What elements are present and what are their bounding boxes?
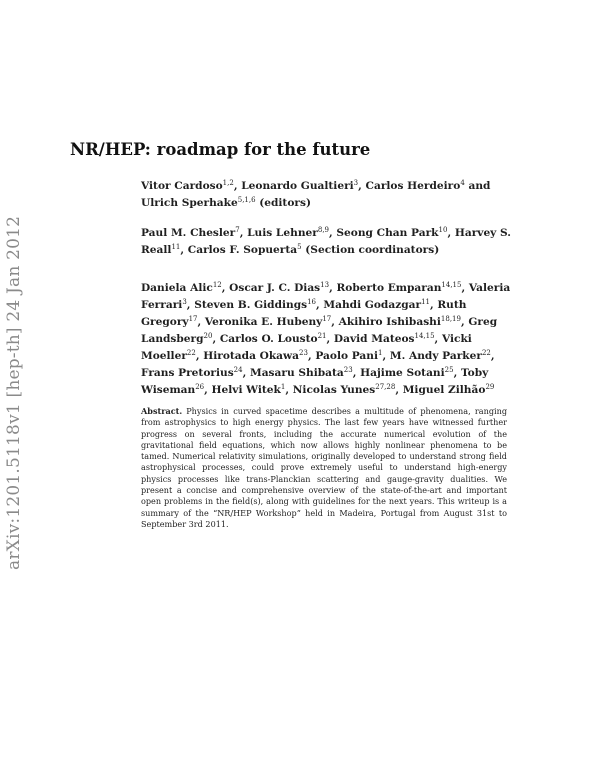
author-separator: , [329,227,337,239]
author-separator: , [316,299,324,311]
author-separator: (Section coordinators) [301,244,440,256]
author-name: Oscar J. C. Dias [229,282,321,294]
author-separator: , [233,180,242,192]
author-name: Masaru Shibata [249,367,344,379]
author-name: Ulrich Sperhake [141,197,238,209]
author-affiliation: 23 [343,366,353,374]
author-name: Carlos O. Lousto [219,333,318,345]
author-affiliation: 29 [485,383,495,391]
author-separator: , [285,384,293,396]
author-separator: , [461,282,469,294]
author-affiliation: 14,15 [441,281,462,289]
author-affiliation: 21 [317,332,327,340]
paper-title: NR/HEP: roadmap for the future [70,140,371,159]
author-name: Luis Lehner [247,227,318,239]
author-affiliation: 16 [307,298,316,306]
author-separator: , [212,333,220,345]
author-affiliation: 7 [235,226,240,234]
arxiv-identifier: arXiv:1201.5118v1 [hep-th] 24 Jan 2012 [4,215,24,570]
author-affiliation: 25 [444,366,454,374]
author-name: Vicki Moeller [141,333,472,362]
author-name: Akihiro Ishibashi [338,316,441,328]
author-name: Leonardo Gualtieri [241,180,354,192]
author-affiliation: 3 [182,298,187,306]
author-separator: , [358,180,366,192]
coordinators-block [141,225,521,259]
author-affiliation: 8,9 [317,226,329,234]
abstract [141,406,507,530]
author-name: Seong Chan Park [336,227,439,239]
author-affiliation: 24 [233,366,243,374]
author-separator: , [197,316,205,328]
author-affiliation: 23 [299,349,308,357]
author-affiliation: 26 [195,383,205,391]
author-separator: , [239,227,248,239]
editors-block [141,178,521,212]
author-separator: (editors) [255,197,311,209]
author-name: Carlos Herdeiro [365,180,461,192]
author-separator: , [447,227,455,239]
author-affiliation: 3 [353,179,359,187]
author-name: Miguel Zilhão [402,384,486,396]
author-name: Daniela Alic [141,282,213,294]
author-affiliation: 22 [481,349,491,357]
author-affiliation: 17 [322,315,332,323]
author-affiliation: 14,15 [414,332,435,340]
author-name: Hajime Sotani [360,367,445,379]
author-affiliation: 1 [378,349,383,357]
author-affiliation: 11 [171,243,181,251]
author-name: Helvi Witek [211,384,281,396]
author-name: Paul M. Chesler [141,227,236,239]
author-affiliation: 5 [297,243,302,251]
author-separator: , [352,367,361,379]
author-name: Roberto Emparan [336,282,442,294]
author-name: Toby Wiseman [141,367,489,396]
author-separator: and [464,180,491,192]
author-separator: , [434,333,442,345]
author-affiliation: 1 [280,383,286,391]
author-separator: , [186,299,195,311]
author-separator: , [195,350,204,362]
author-affiliation: 22 [186,349,196,357]
author-name: David Mateos [333,333,415,345]
author-affiliation: 27,28 [375,383,396,391]
author-name: Ruth Gregory [141,299,467,328]
author-affiliation: 12 [212,281,222,289]
author-affiliation: 4 [460,179,465,187]
author-separator: , [329,282,337,294]
author-name: Vitor Cardoso [141,180,223,192]
author-separator: , [382,350,390,362]
author-affiliation: 20 [203,332,213,340]
author-affiliation: 1,2 [222,179,234,187]
author-separator: , [460,316,469,328]
author-separator: , [453,367,461,379]
contributors-block [141,280,521,399]
author-name: Hirotada Okawa [203,350,300,362]
author-name: Frans Pretorius [141,367,234,379]
author-name: M. Andy Parker [389,350,482,362]
author-name: Nicolas Yunes [292,384,376,396]
abstract-text: Physics in curved spacetime describes a multitude of phenomena, ranging from astrophysics to high energy physics. The last few years have witnessed further progress on several fronts, including the accurate numerical evolution of the gravitational field equations, which now allows highly nonlinear phenomena to be tamed. Numerical relativity simulations, originally developed to understand strong field astrophysical processes, could prove extremely useful to understand high-energy physics processes like trans-Planckian scattering and gauge-gravity dualities. We present a concise and comprehensive overview of the state-of-the-art and important open problems in the field(s), along with guidelines for the next years. This writeup is a summary of the “NR/HEP Workshop” held in Madeira, Portugal from August 31st to September 3rd 2011. [141,406,507,529]
author-separator: , [490,350,495,362]
author-affiliation: 5,1,6 [237,196,256,204]
author-separator: , [242,367,250,379]
author-separator: , [221,282,230,294]
author-separator: , [180,244,188,256]
author-separator: , [429,299,438,311]
author-name: Valeria Ferrari [141,282,511,311]
author-affiliation: 10 [438,226,448,234]
author-separator: , [204,384,212,396]
author-separator: , [331,316,339,328]
author-affiliation: 18,19 [440,315,461,323]
author-affiliation: 17 [188,315,198,323]
author-separator: , [395,384,403,396]
author-separator: , [307,350,316,362]
author-name: Steven B. Giddings [194,299,308,311]
author-name: Veronika E. Hubeny [204,316,323,328]
author-affiliation: 13 [320,281,330,289]
author-name: Harvey S. Reall [141,227,511,256]
author-separator: , [326,333,334,345]
author-affiliation: 11 [421,298,430,306]
author-name: Greg Landsberg [141,316,498,345]
author-name: Paolo Pani [315,350,379,362]
author-name: Mahdi Godazgar [323,299,422,311]
author-name: Carlos F. Sopuerta [187,244,298,256]
abstract-label: Abstract. [141,406,183,416]
